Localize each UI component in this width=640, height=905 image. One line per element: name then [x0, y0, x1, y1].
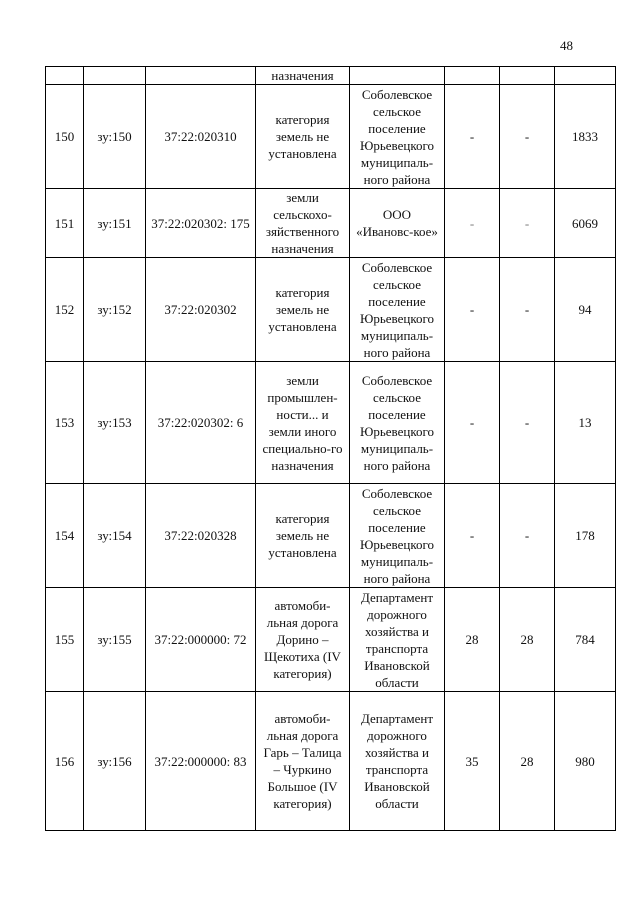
- value-2: 28: [500, 588, 555, 692]
- owner: Департамент дорожного хозяйства и транспорта Ивановской области: [350, 692, 445, 831]
- area: 1833: [555, 85, 616, 189]
- area: 178: [555, 484, 616, 588]
- value-1: -: [445, 189, 500, 258]
- row-number: 155: [46, 588, 84, 692]
- plot-code: зу:154: [84, 484, 146, 588]
- cadastral-number: 37:22:000000: 83: [146, 692, 256, 831]
- land-category: земли сельскохо-зяйственного назначения: [256, 189, 350, 258]
- area: 6069: [555, 189, 616, 258]
- plot-code: зу:151: [84, 189, 146, 258]
- table-row: [46, 85, 616, 189]
- land-category: категория земель не установлена: [256, 258, 350, 362]
- owner: Департамент дорожного хозяйства и транспорта Ивановской области: [350, 588, 445, 692]
- cadastral-number: 37:22:020302: 6: [146, 362, 256, 484]
- area: 13: [555, 362, 616, 484]
- land-category: автомоби-льная дорога Гарь – Талица – Чуркино Большое (IV категория): [256, 692, 350, 831]
- row-number: 150: [46, 85, 84, 189]
- value-2: -: [500, 85, 555, 189]
- land-category: категория земель не установлена: [256, 484, 350, 588]
- value-1: -: [445, 484, 500, 588]
- table-row: [46, 258, 616, 362]
- land-category: автомоби-льная дорога Дорино – Щекотиха (IV категория): [256, 588, 350, 692]
- cadastral-number: 37:22:020328: [146, 484, 256, 588]
- category-cell: назначения: [256, 67, 350, 85]
- value-1: -: [445, 362, 500, 484]
- owner: Соболевское сельское поселение Юрьевецкого муниципаль-ного района: [350, 484, 445, 588]
- area: 980: [555, 692, 616, 831]
- plot-code: зу:152: [84, 258, 146, 362]
- value-1: -: [445, 258, 500, 362]
- owner: Соболевское сельское поселение Юрьевецкого муниципаль-ного района: [350, 85, 445, 189]
- value-2: 28: [500, 692, 555, 831]
- row-number: 154: [46, 484, 84, 588]
- plot-code: зу:153: [84, 362, 146, 484]
- value-1: 35: [445, 692, 500, 831]
- land-category: категория земель не установлена: [256, 85, 350, 189]
- value-2: -: [500, 258, 555, 362]
- row-number: 156: [46, 692, 84, 831]
- value-2: -: [500, 484, 555, 588]
- cadastral-number: 37:22:020310: [146, 85, 256, 189]
- plot-code: зу:155: [84, 588, 146, 692]
- row-number: 151: [46, 189, 84, 258]
- cadastral-number: 37:22:000000: 72: [146, 588, 256, 692]
- value-1: 28: [445, 588, 500, 692]
- table-row-continuation: [46, 67, 616, 85]
- table-row: [46, 588, 616, 692]
- table-row: [46, 692, 616, 831]
- area: 784: [555, 588, 616, 692]
- cadastral-number: 37:22:020302: [146, 258, 256, 362]
- plot-code: зу:150: [84, 85, 146, 189]
- owner: Соболевское сельское поселение Юрьевецкого муниципаль-ного района: [350, 362, 445, 484]
- area: 94: [555, 258, 616, 362]
- owner: ООО «Ивановс-кое»: [350, 189, 445, 258]
- page-number: 48: [560, 38, 573, 53]
- land-plots-table: [45, 66, 616, 831]
- row-number: 153: [46, 362, 84, 484]
- cadastral-number: 37:22:020302: 175: [146, 189, 256, 258]
- value-2: -: [500, 189, 555, 258]
- plot-code: зу:156: [84, 692, 146, 831]
- table-row: [46, 362, 616, 484]
- value-2: -: [500, 362, 555, 484]
- land-category: земли промышлен-ности... и земли иного специально-го назначения: [256, 362, 350, 484]
- table-row: [46, 189, 616, 258]
- owner: Соболевское сельское поселение Юрьевецкого муниципаль-ного района: [350, 258, 445, 362]
- table-row: [46, 484, 616, 588]
- row-number: 152: [46, 258, 84, 362]
- value-1: -: [445, 85, 500, 189]
